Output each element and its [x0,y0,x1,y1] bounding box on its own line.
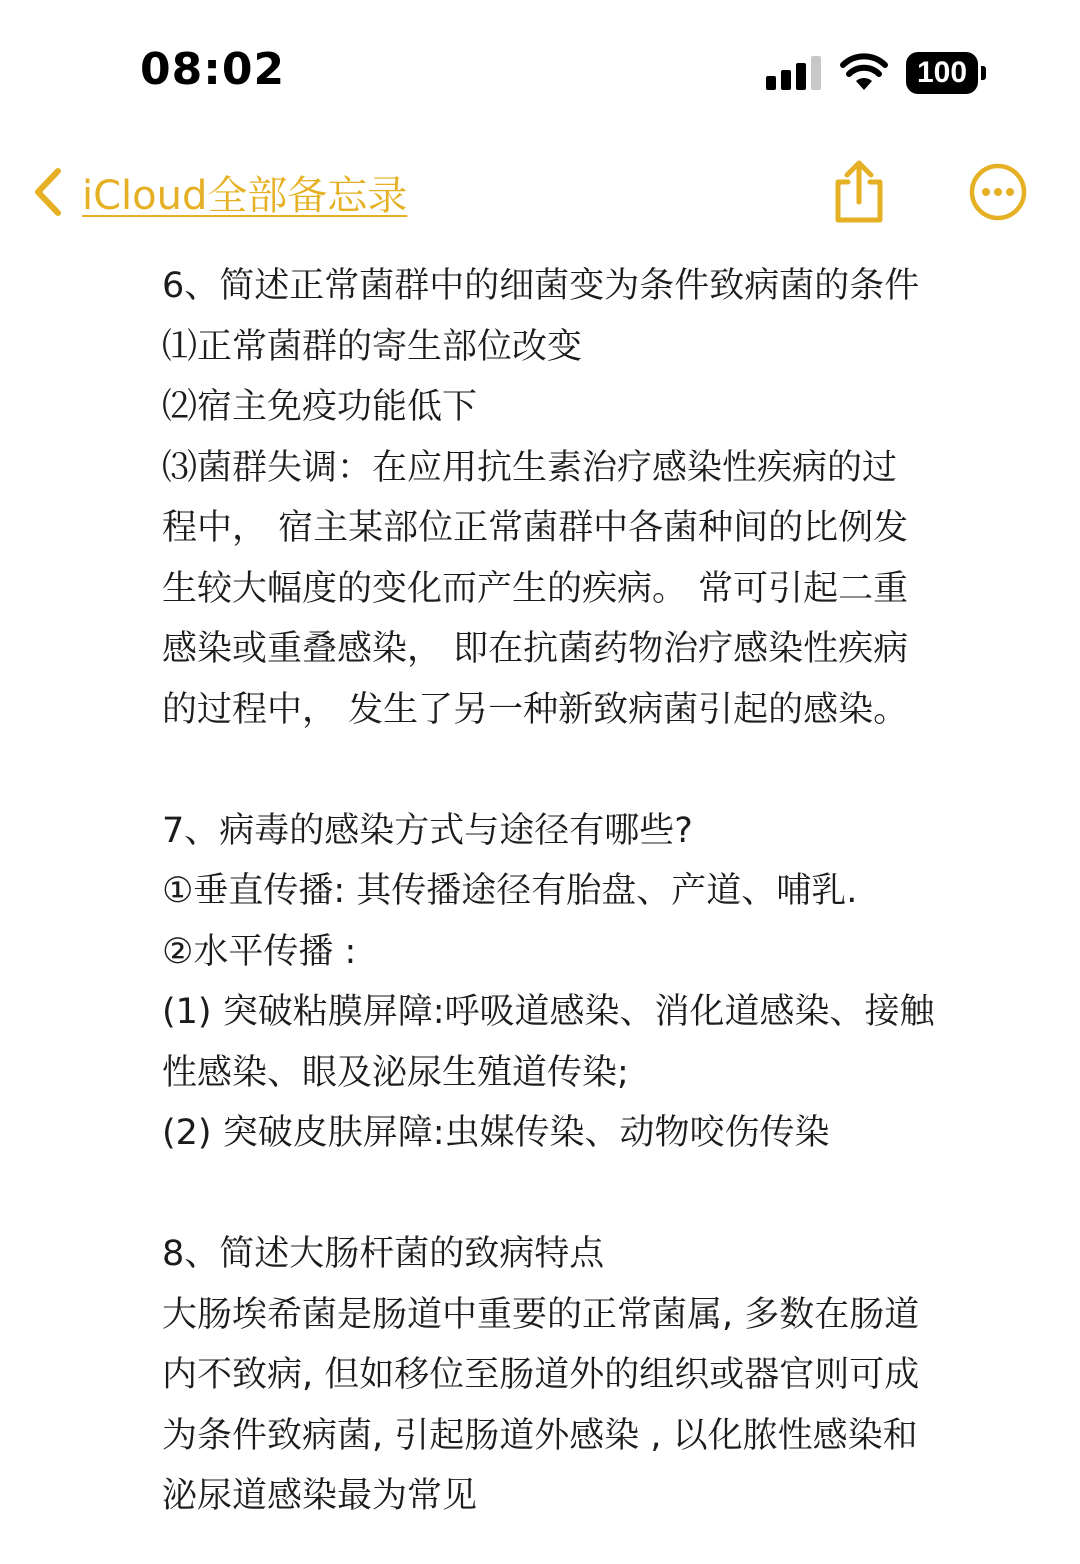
note-line: 性感染、眼及泌尿生殖道传染; [162,1052,629,1093]
chevron-left-icon [30,167,64,217]
blank-line [162,1164,1022,1225]
note-line: 为条件致病菌, 引起肠道外感染 , 以化脓性感染和 [162,1415,918,1456]
note-line: ①垂直传播: 其传播途径有胎盘、产道、哺乳. [162,871,858,911]
note-body[interactable] [162,256,1022,1527]
note-line: ⑶菌群失调：在应用抗生素治疗感染性疾病的过 [162,447,898,488]
share-icon[interactable] [830,160,888,224]
note-line: 生较大幅度的变化而产生的疾病。 常可引起二重 [162,568,909,609]
note-section-6 [162,256,1022,740]
note-heading: 7、病毒的感染方式与途径有哪些? [162,810,693,851]
note-line: ②水平传播 : [162,931,357,972]
back-button-label: iCloud全部备忘录 [82,172,408,219]
status-bar [0,0,1080,140]
blank-line [162,740,1022,801]
note-line: ⑴正常菌群的寄生部位改变 [162,326,583,367]
battery-icon [906,52,986,94]
wifi-icon [840,52,888,92]
note-line: (1) 突破粘膜屏障:呼吸道感染、消化道感染、接触 [162,992,935,1032]
note-heading: 6、简述正常菌群中的细菌变为条件致病菌的条件 [162,266,920,306]
status-time: 08:02 [140,44,286,95]
note-line: 的过程中， 发生了另一种新致病菌引起的感染。 [162,689,909,730]
note-line: (2) 突破皮肤屏障:虫媒传染、动物咬伤传染 [162,1113,830,1153]
note-line: 感染或重叠感染， 即在抗菌药物治疗感染性疾病 [162,629,909,669]
cellular-signal-icon [766,54,826,92]
note-line: 大肠埃希菌是肠道中重要的正常菌属, 多数在肠道 [162,1294,920,1335]
note-line: 泌尿道感染最为常见 [162,1476,478,1516]
ellipsis-circle-icon[interactable] [968,162,1028,222]
note-section-8 [162,1224,1022,1527]
battery-tip [981,66,986,80]
note-line: 程中， 宿主某部位正常菌群中各菌种间的比例发 [162,508,909,548]
note-line: ⑵宿主免疫功能低下 [162,387,478,427]
back-button[interactable] [30,160,407,224]
note-line: 内不致病, 但如移位至肠道外的组织或器官则可成 [162,1355,920,1395]
note-heading: 8、简述大肠杆菌的致病特点 [162,1234,605,1274]
battery-level: 100 [906,52,978,94]
note-section-7 [162,801,1022,1164]
